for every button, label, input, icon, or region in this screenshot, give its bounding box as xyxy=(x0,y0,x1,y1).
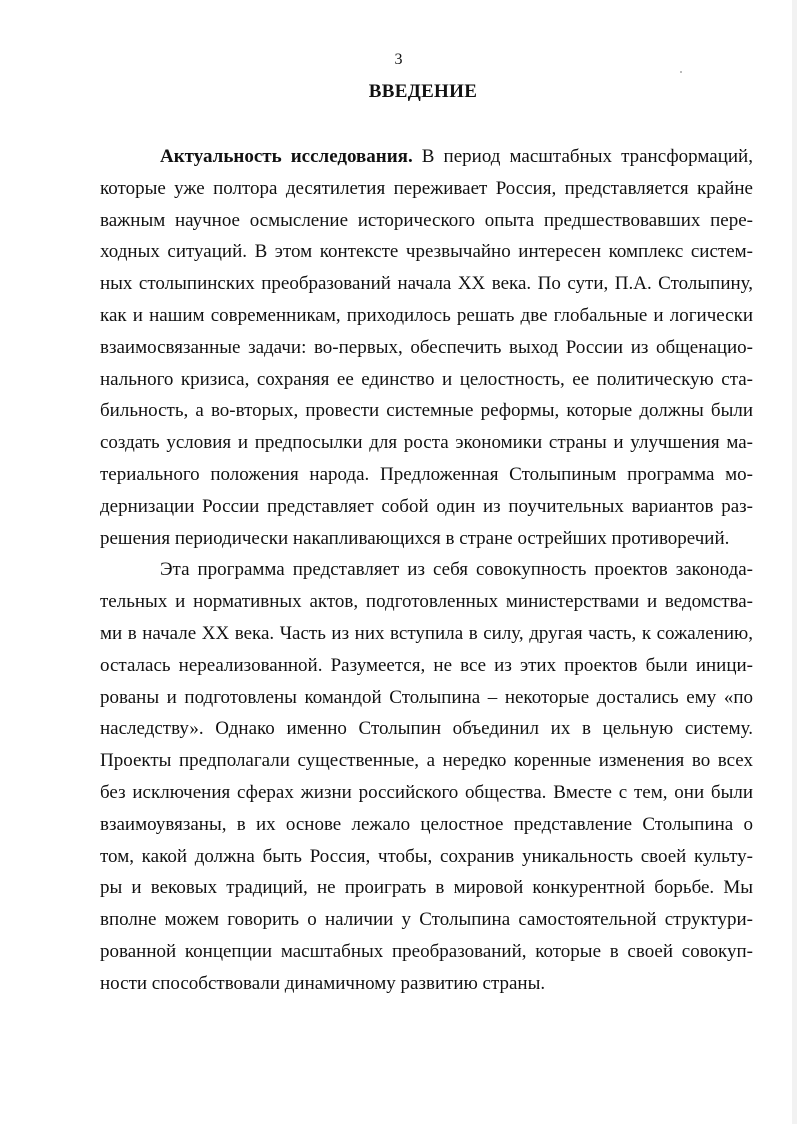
body-text xyxy=(100,141,753,1000)
paragraph-1-line: бильность, а во-вторых, провести системные реформы, которые должны были xyxy=(100,400,753,422)
paragraph-1-line: териального положения народа. Предложенная Столыпиным программа мо- xyxy=(100,463,753,485)
paragraph-2-line: взаимоувязаны, в их основе лежало целостное представление Столыпина о xyxy=(100,813,753,835)
paragraph-2-line: вполне можем говорить о наличии у Столыпина самостоятельной структури- xyxy=(100,909,753,931)
paragraph-2-line: Проекты предполагали существенные, а нередко коренные изменения во всех xyxy=(100,750,753,772)
paragraph-1-line: которые уже полтора десятилетия переживает Россия, представляется крайне xyxy=(100,177,753,199)
paragraph-2-line: ми в начале XX века. Часть из них вступила в силу, другая часть, к сожалению, xyxy=(100,622,753,644)
paragraph-2-line: ры и вековых традиций, не проиграть в мировой конкурентной борьбе. Мы xyxy=(100,877,753,899)
paragraph-2-line: осталась нереализованной. Разумеется, не все из этих проектов были иници- xyxy=(100,654,753,676)
paragraph-1-line: ходных ситуаций. В этом контексте чрезвычайно интересен комплекс систем- xyxy=(100,241,753,263)
paragraph-2-line: тельных и нормативных актов, подготовленных министерствами и ведомства- xyxy=(100,591,753,613)
paragraph-2-line: без исключения сферах жизни российского общества. Вместе с тем, они были xyxy=(100,781,753,803)
paragraph-1-line: дернизации России представляет собой один из поучительных вариантов раз- xyxy=(100,495,753,517)
paragraph-2-line: ности способствовали динамичному развитию страны. xyxy=(100,972,546,994)
paragraph-1-line: ных столыпинских преобразований начала XX века. По сути, П.А. Столыпину, xyxy=(100,273,753,295)
lead-phrase: Актуальность исследования. xyxy=(160,146,413,167)
paragraph-2-line: рованной концепции масштабных преобразований, которые в своей совокуп- xyxy=(100,940,753,962)
paragraph-2-line: наследству». Однако именно Столыпин объединил их в цельную систему. xyxy=(100,718,753,740)
paragraph-1-first-line-rest: В период масштабных трансформаций, xyxy=(412,146,753,167)
paragraph-1-line: создать условия и предпосылки для роста экономики страны и улучшения ма- xyxy=(100,432,753,454)
paragraph-1-line: решения периодически накапливающихся в стране острейших противоречий. xyxy=(100,527,730,549)
section-heading: ВВЕДЕНИЕ xyxy=(368,81,478,102)
paragraph-2-line: рованы и подготовлены командой Столыпина – некоторые достались ему «по xyxy=(100,686,753,708)
scan-edge-shadow xyxy=(792,0,797,1124)
paragraph-1-line: важным научное осмысление исторического опыта предшествовавших пере- xyxy=(100,209,753,231)
paragraph-1-line: нального кризиса, сохраняя ее единство и целостность, ее политическую ста- xyxy=(100,368,753,390)
paragraph-2-line: том, какой должна быть Россия, чтобы, сохранив уникальность своей культу- xyxy=(100,845,753,867)
paragraph-1-line: взаимосвязанные задачи: во-первых, обеспечить выход России из общенацио- xyxy=(100,336,753,358)
paragraph-2-line: Эта программа представляет из себя совокупность проектов законода- xyxy=(160,559,753,581)
scan-speck xyxy=(680,71,682,73)
paragraph-1-line: как и нашим современникам, приходилось решать две глобальные и логически xyxy=(100,304,753,326)
paragraph-1-line-1 xyxy=(100,141,753,173)
page-number: 3 xyxy=(394,51,403,68)
